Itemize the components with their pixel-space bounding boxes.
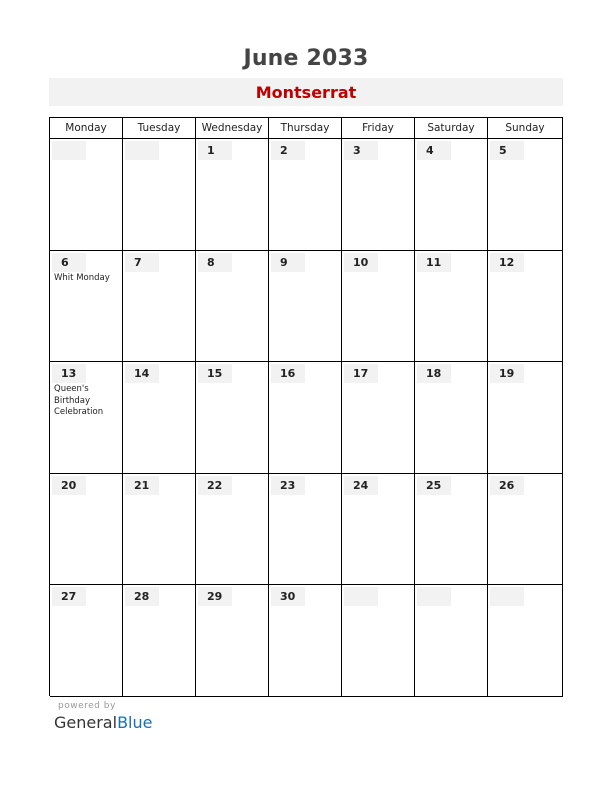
day-cell-10[interactable] [342,251,415,363]
brand-blue: Blue [117,713,153,732]
day-number-box [198,141,232,160]
country-name: Montserrat [255,83,357,102]
day-number: 19 [499,367,515,381]
day-cell-26[interactable] [488,474,563,586]
day-number-box [198,476,232,495]
day-number: 30 [280,590,296,604]
day-number: 15 [207,367,223,381]
day-cell-empty[interactable] [488,585,563,697]
holiday-label: Queen's Birthday Celebration [54,384,104,418]
day-number-box [271,364,305,383]
day-number: 12 [499,255,515,269]
day-number: 24 [353,478,369,492]
day-number: 18 [426,367,442,381]
day-cell-5[interactable] [488,139,563,251]
day-cell-27[interactable] [50,585,123,697]
day-cell-empty[interactable] [342,585,415,697]
day-number: 20 [61,478,77,492]
day-number-box [52,141,86,160]
day-cell-16[interactable] [269,362,342,474]
day-cell-29[interactable] [196,585,269,697]
day-number-box [125,253,159,272]
weekday-thursday: Thursday [269,118,342,139]
week-row [50,139,563,251]
day-cell-21[interactable] [123,474,196,586]
brand-general: General [54,713,118,732]
day-number: 8 [207,255,215,269]
day-number: 2 [280,144,288,157]
day-number-box [490,587,524,606]
day-number-box [52,587,86,606]
day-cell-22[interactable] [196,474,269,586]
day-number-box [198,253,232,272]
day-number: 7 [134,255,142,269]
week-row [50,585,563,697]
day-number-box [490,141,524,160]
weekday-sunday: Sunday [488,118,563,139]
day-number-box [125,141,159,160]
day-cell-8[interactable] [196,251,269,363]
day-cell-11[interactable] [415,251,488,363]
weekday-tuesday: Tuesday [123,118,196,139]
week-row [50,362,563,474]
weekday-monday: Monday [50,118,123,139]
day-number-box [198,364,232,383]
day-number-box [417,364,451,383]
day-number-box [271,141,305,160]
day-number-box [344,587,378,606]
day-number: 5 [499,144,507,157]
day-number-box [344,364,378,383]
day-cell-14[interactable] [123,362,196,474]
day-number-box [52,253,86,272]
day-cell-19[interactable] [488,362,563,474]
day-number-box [125,587,159,606]
day-number-box [490,364,524,383]
generalblue-logo[interactable] [54,713,152,732]
day-number-box [344,141,378,160]
country-banner [49,78,563,106]
day-number: 11 [426,255,442,269]
day-cell-25[interactable] [415,474,488,586]
weekday-saturday: Saturday [415,118,488,139]
day-number: 10 [353,255,369,269]
day-number: 22 [207,478,223,492]
day-number-box [52,476,86,495]
day-cell-2[interactable] [269,139,342,251]
day-cell-24[interactable] [342,474,415,586]
day-cell-12[interactable] [488,251,563,363]
calendar-grid [49,117,563,696]
day-number-box [344,253,378,272]
week-row [50,474,563,586]
day-number-box [125,476,159,495]
week-row [50,251,563,363]
day-cell-28[interactable] [123,585,196,697]
day-cell-9[interactable] [269,251,342,363]
day-cell-7[interactable] [123,251,196,363]
day-number: 16 [280,367,296,381]
day-number: 1 [207,144,215,157]
weekday-header-row [50,118,563,139]
day-number: 28 [134,590,150,604]
day-number-box [490,476,524,495]
day-number: 14 [134,367,150,381]
day-number-box [52,364,86,383]
day-number-box [417,587,451,606]
day-cell-13[interactable] [50,362,123,474]
day-cell-18[interactable] [415,362,488,474]
day-number-box [125,364,159,383]
day-number-box [417,476,451,495]
day-cell-30[interactable] [269,585,342,697]
weekday-wednesday: Wednesday [196,118,269,139]
day-cell-1[interactable] [196,139,269,251]
day-cell-15[interactable] [196,362,269,474]
weekday-friday: Friday [342,118,415,139]
day-number: 27 [61,590,77,604]
day-cell-17[interactable] [342,362,415,474]
day-cell-empty[interactable] [415,585,488,697]
day-cell-empty[interactable] [123,139,196,251]
day-cell-4[interactable] [415,139,488,251]
day-number-box [490,253,524,272]
day-number: 9 [280,255,288,269]
day-number-box [271,587,305,606]
day-number: 6 [61,255,69,269]
day-number: 29 [207,590,223,604]
day-number: 13 [61,367,77,381]
day-cell-20[interactable] [50,474,123,586]
day-number: 23 [280,478,296,492]
day-number: 4 [426,144,434,157]
day-number-box [271,253,305,272]
day-number-box [271,476,305,495]
day-cell-empty[interactable] [50,139,123,251]
day-number: 17 [353,367,369,381]
day-cell-6[interactable] [50,251,123,363]
powered-by-label: powered by [58,701,116,711]
day-number-box [344,476,378,495]
day-number-box [417,141,451,160]
day-number-box [417,253,451,272]
calendar-title: June 2033 [243,46,369,71]
holiday-label: Whit Monday [54,272,110,283]
day-cell-23[interactable] [269,474,342,586]
day-number: 25 [426,478,442,492]
day-number: 21 [134,478,150,492]
day-number: 26 [499,478,515,492]
day-cell-3[interactable] [342,139,415,251]
day-number-box [198,587,232,606]
day-number: 3 [353,144,361,157]
calendar-weeks [50,139,563,697]
